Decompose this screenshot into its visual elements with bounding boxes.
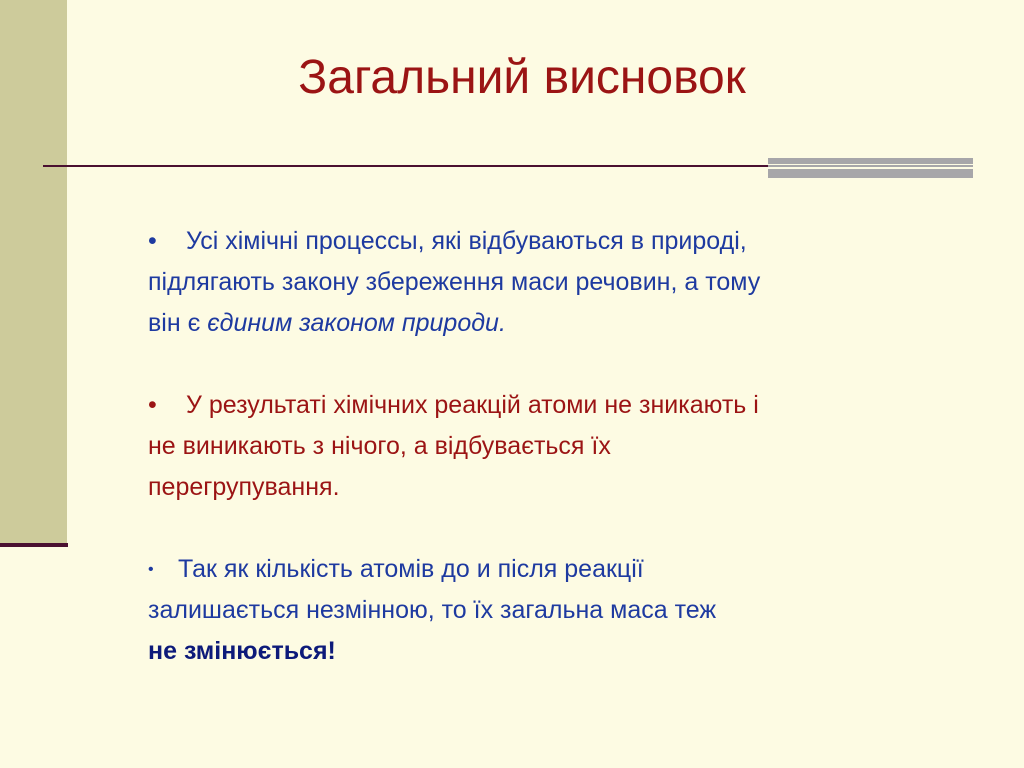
bullet-point-1	[148, 221, 1008, 344]
bullet-marker: •	[148, 561, 154, 578]
bullet-1-line-3: він є	[148, 309, 208, 337]
accent-stripe	[768, 158, 973, 164]
side-bar-rule	[0, 543, 68, 547]
bullet-2-line-1: У результаті хімічних реакцій атоми не зникають і	[186, 391, 759, 419]
bullet-marker: •	[148, 227, 157, 255]
bullet-2-line-3: перегрупування.	[148, 473, 340, 501]
title-accent-stripes	[768, 158, 973, 178]
bullet-2-line-2: не виникають з нічого, а відбувається їх	[148, 432, 611, 460]
bullet-3-line-2: залишається незмінною, то їх загальна маса теж	[148, 596, 717, 624]
bullet-3-conclusion: не змінюється!	[148, 637, 336, 665]
bullet-1-emphasis: єдиним законом природи.	[207, 309, 506, 337]
title-divider	[43, 165, 770, 167]
accent-stripe	[768, 169, 973, 178]
bullet-1-line-2: підлягають закону збереження маси речовин, а тому	[148, 268, 761, 296]
bullet-3-line-1: Так як кількість атомів до и після реакції	[178, 555, 644, 583]
bullet-marker: •	[148, 391, 157, 419]
slide-title: Загальний висновок	[298, 51, 746, 104]
bullet-point-3	[148, 549, 1008, 672]
accent-stripe	[768, 165, 973, 167]
bullet-point-2	[148, 385, 1008, 508]
bullet-1-line-1: Усі хімічні процессы, які відбуваються в природі,	[186, 227, 747, 255]
slide-body	[148, 221, 1008, 713]
